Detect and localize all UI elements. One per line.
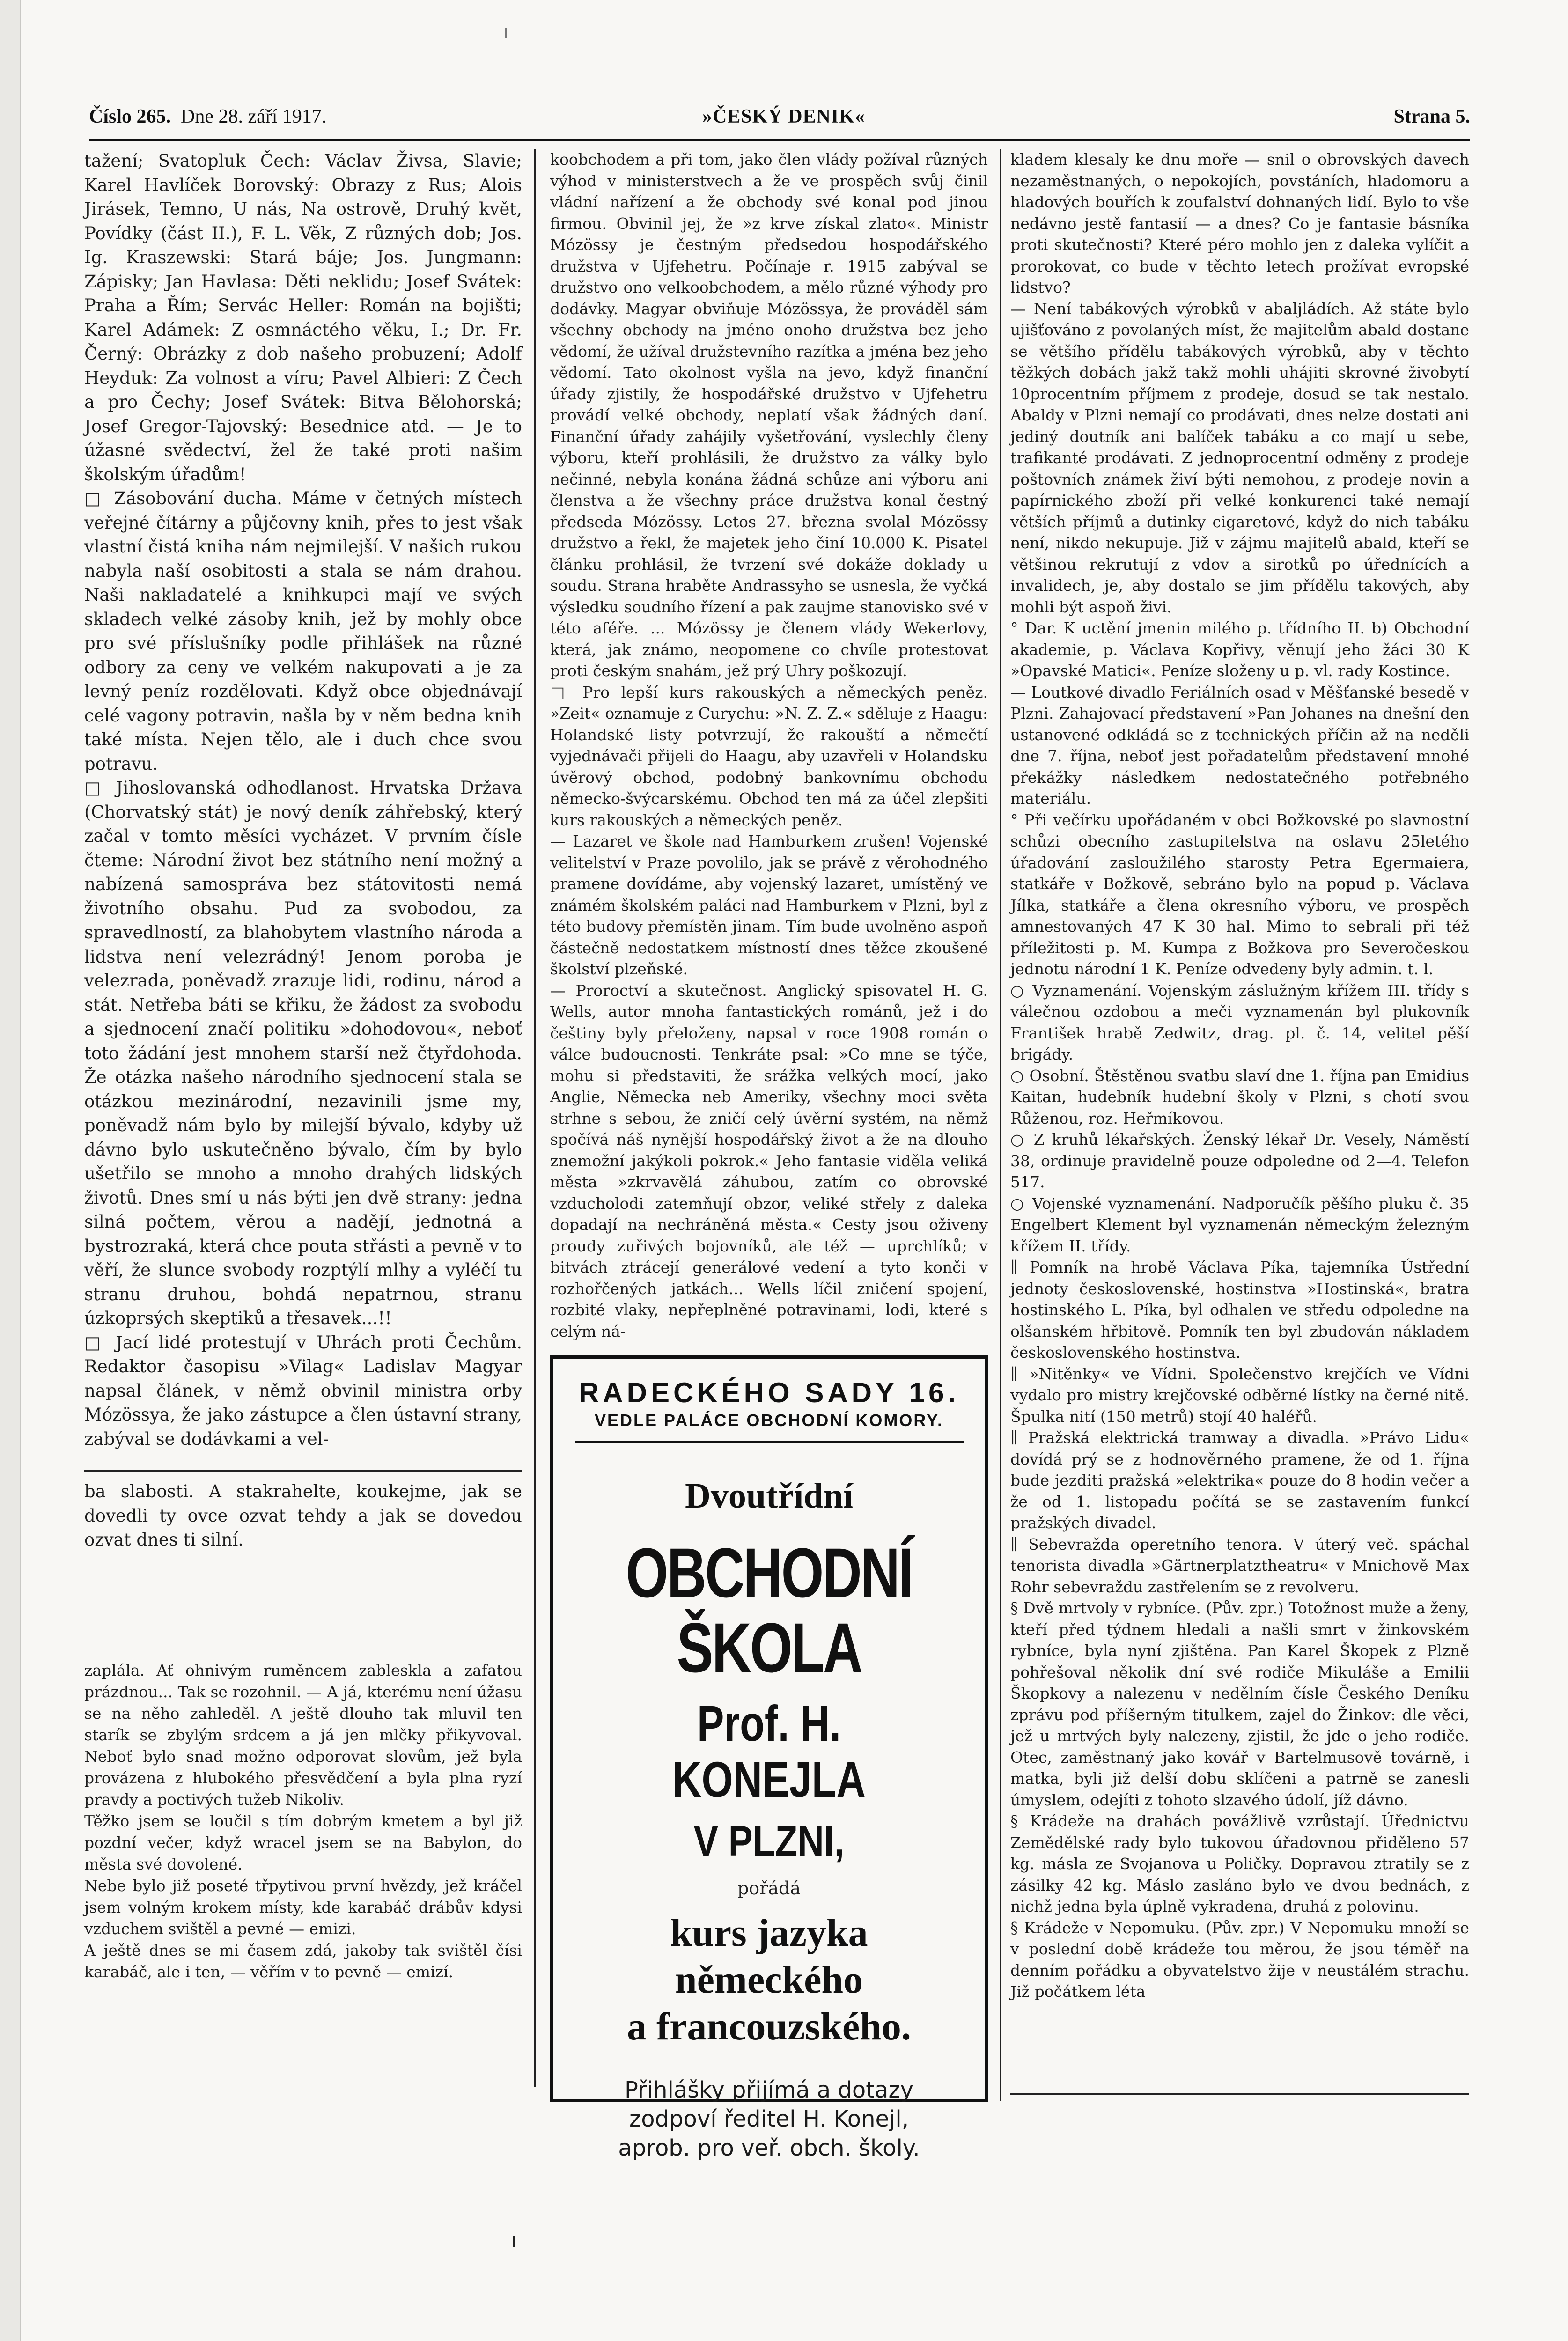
ad-course-line: a francouzského. [627,2005,911,2048]
article-text: tažení; Svatopluk Čech: Václav Živsa, Slavie; Karel Havlíček Borovský: Obrazy z Rus; Alois Jirásek, Temno, U nás, Na ostrově, Druhý květ, Povídky (část II.), F. L. Věk, Z různých dob; Jos. Ig. Kraszewski: Stará báje; Jos. Jungmann: Zápisky; Jan Havlasa: Děti neklidu; Josef Svátek: Praha a Řím; Servác Heller: Román na bojišti; Karel Adámek: Z osmnáctého věku, I.; Dr. Fr. Černý: Obrázky z dob našeho probuzení; Adolf Heyduk: Za volnost a víru; Pavel Albieri: Z Čech a pro Čechy; Josef Svátek: Bitva Bělohorská; Josef Gregor-Tajovský: Besednice atd. — Je to úžasné svědectví, žel že také proti našim školským úřadům! [84,151,522,485]
column-rule-2 [1000,149,1001,2101]
article-text: zaplála. Ať ohnivým ruměncem zableskla a zafatou prázdnou... Tak se rozohnil. — A já, kterému není úžasu se na něho zahleděl. A ještě dlouho tak mluvil ten starík se zbylým srdcem a já jen mlčky přikyvoval. Neboť bylo snad možno odporovat slovům, jež byla provázena z hlubokého přesvědčení a byla plna ryzí pravdy a poctivých tužeb Nikoliv. [84,1661,522,1809]
article-text: — Proroctví a skutečnost. Anglický spisovatel H. G. Wells, autor mnoha fantastických románů, jež i do češtiny byly přeloženy, napsal v roce 1908 román o válce budoucnosti. Tenkráte psal: »Co mne se týče, mohu si představiti, že srážka velkých mocí, jako Anglie, Německa neb Ameriky, všechny moci světa strhne s sebou, že zničí celý úvěrní systém, na němž spočívá náš nynější hospodářský život a že na dlouho znemožní jakýkoli pokrok.« Jeho fantasie viděla veliká města »zkrvavělá záhubou, zatím co obrovské vzducholodi zatemňují obzor, veliké střely z daleka dopadají na nechráněná města.« Cesty jsou oživeny proudy zuřivých bojovníků, ale též — uprchlíků; v bitvách ztrácejí generálové vedení a tyto konči v rozhořčených jatkách... Wells líčil zničení spojení, rozbité vlaky, nepřeplněné potravinami, lodi, které s celým ná- [550,981,988,1340]
article-text: koobchodem a při tom, jako člen vlády požíval různých výhod v ministerstvech a že ve prospěch svůj činil vládní nařízení a že obchody své konal pod jinou firmou. Obvinil jej, že »z krve získal zlato«. Ministr Mózössy je čestným předsedou hospodářského družstva v Ujfehetru. Počínaje r. 1915 zabýval se družstvo ono velkoobchodem, a mělo různé výhody pro dodávky. Magyar obviňuje Mózössya, že prováděl sám všechny obchody na jméno onoho družstva bez jeho vědomí, že užíval družstevního razítka a jména bez jeho vědomí. Tato okolnost vyšla na jevo, když finanční úřady zjistily, že hospodářské družstvo v Ujfehetru provádí velké obchody, neplatí však žádných daní. Finanční úřady zahájily vyšetřování, vyslechly členy výboru, kteří prohlásili, že družstvo za války bylo nečinné, nebyla konána žádná schůze ani výboru ani členstva a že všechny práce družstva konal čestný předseda Mózössy. Letos 27. března svolal Mózössy družstvo a řekl, že majetek jeho činí 10.000 K. Pisatel článku prohlásil, že tvrzení své dokáže doklady u soudu. Strana hraběte Andrassyho se usnesla, že vyčká výsledku soudního řízení a pak zaujme stanovisko své v této aféře. ... Mózössy je členem vlády Wekerlovy, která, jak známo, neopomene co chvíle protestovat proti českým snahám, jež prý Uhry poškozují. [550,150,988,680]
article-text: A ještě dnes se mi časem zdá, jakoby tak svištěl čísi karabáč, ale i ten, — věřím v to pevně — emizí. [84,1941,522,1981]
column-3 [1010,149,1469,2190]
article-text: § Krádeže na drahách povážlivě vzrůstají. Úřednictvu Zemědělské rady bylo tukovou úřadovnou přiděleno 57 kg. másla ze Svojanova u Poličky. Dopravou ztratily se z zásilky 42 kg. Máslo zasláno bylo ve dvou bednách, z nichž jedna byla úplně vykradena, druhá z polovinu. [1010,1812,1469,1915]
column-1-feuilleton [84,1660,522,2105]
article-text: ∥ »Nitěnky« ve Vídni. Společenstvo krejčích ve Vídni vydalo pro mistry krejčovské odběrné lístky na černé nitě. Špulka nití (150 metrů) stojí 40 haléřů. [1010,1364,1469,1426]
article-text: ° Při večírku upořádaném v obci Božkovské po slavnostní schůzi obecního zastupitelstva na oslavu 25letého úřadování zasloužilého starosty Petra Egermaiera, statkáře v Božkově, sebráno bylo na popud p. Václava Jílka, statkáře a člena okresního výboru, ve prospěch amnestovaných 47 K 30 hal. Mimo to sebrali při též příležitosti p. M. Kumpa z Božkova pro Severočeskou jednotu národní 1 K. Peníze odvedeny byly admin. t. l. [1010,810,1469,978]
issue-and-date [89,105,326,128]
article-text: — Loutkové divadlo Feriálních osad v Měšťanské besedě v Plzni. Zahajovací představení »Pan Johanes na dnešní den ustanovené odkládá se z technických příčin až na neděli dne 7. října, neboť jest pořadatelům představení mnohé překážky následkem nedostatečného potřebného materiálu. [1010,683,1469,808]
article-text: kladem klesaly ke dnu moře — snil o obrovských davech nezaměstnaných, o nepokojích, povstáních, hladomoru a hladových bouřích k zoufalství dohnaných lidí. Bylo to vše nedávno jestě fantasií — a dnes? Co je fantasie básníka proti skutečnosti? Které péro mohlo jen z daleka vylíčit a prorokovat, co bude v těchto letech prožívat evropské lidstvo? [1010,150,1469,296]
ad-course-line: německého [675,1958,863,2002]
ad-note [553,2076,985,2163]
article-text: ° Dar. K uctění jmenin milého p. třídního II. b) Obchodní akademie, p. Václava Kopřivy, věnují jeho žáci 30 K »Opavské Matici«. Peníze složeny u p. vl. rady Kostince. [1010,619,1469,680]
page-header [89,101,1470,133]
article-text: — Lazaret ve škole nad Hamburkem zrušen! Vojenské velitelství v Praze povolilo, jak se právě z věrohodného pramene dovídáme, aby vojenský lazaret, umístěný ve známém školském paláci nad Hamburkem v Plzni, byl z této budovy přemístěn jinam. Tím bude uvolněno aspoň částečně nedostatkem místností dnes těžce zkoušené školství plzeňské. [550,832,988,978]
footer-rule [1010,2093,1469,2095]
column-rule-1 [534,149,536,2087]
article-text: □ Pro lepší kurs rakouských a německých peněz. »Zeit« oznamuje z Curychu: »N. Z. Z.« sděluje z Haagu: Holandské listy potvrzují, že rakouští a němečtí vyjednávači přijeli do Haagu, aby uzavřeli v Holandsku úvěrový obchod, podobný bankovnímu obchodu německo-švýcarskému. Obchod ten má za účel zlepšiti kurs rakouských a německých peněz. [550,683,988,829]
article-text: § Dvě mrtvoly v rybníce. (Pův. zpr.) Totožnost muže a ženy, kteří před týdnem hledali a našli smrt v žinkovském rybníce, byla nyní zjištěna. Pan Karel Škopek z Plzně pohřešoval několik dní své rodiče Mikuláše a Emilii Škopkovy a nalezenu v nedělním čísle Českého Deníku zprávu pod příšerným titulkem, zajel do Žinkov: dle věci, jež u mrtvých byly nalezeny, zjistil, že jde o jeho rodiče. Otec, zaměstnaný jako kovář v Bartelmusově továrně, i matka, byli již delší dobu sklíčeni a patrně se zanesli úmyslem, odejíti z tohoto slzavého údolí, jíž dávno. [1010,1599,1469,1809]
section-rule [84,1470,522,1472]
ad-city: V PLZNI, [693,1818,845,1865]
ad-organizes: pořádá [737,1878,801,1899]
page-number: Strana 5. [1393,106,1470,127]
ad-course-line: kurs jazyka [670,1911,868,1955]
article-text: ∥ Sebevražda operetního tenora. V úterý več. spáchal tenorista divadla »Gärtnerplatztheatru« v Mnichově Max Rohr sebevraždu zastřelením se z revolveru. [1010,1535,1469,1596]
article-text: Těžko jsem se loučil s tím dobrým kmetem a byl již pozdní večer, když wracel jsem se na Babylon, do města své dovolené. [84,1812,522,1873]
newspaper-title: »ČESKÝ DENIK« [702,106,865,127]
ad-address-sub: VEDLE PALÁCE OBCHODNÍ KOMORY. [594,1411,944,1430]
article-text: ○ Vyznamenání. Vojenským záslužným křížem III. třídy s válečnou ozdobou a meči vyznamenán byl plukovník František hrabě Zedwitz, drag. pl. č. 14, velitel pěší brigády. [1010,981,1469,1063]
article-text: ○ Osobní. Štěstěnou svatbu slaví dne 1. října pan Emidius Kaitan, hudebník hudební školy v Plzni, s chotí svou Růženou, roz. Heřmíkovou. [1010,1066,1469,1127]
print-mark [513,2236,515,2247]
article-text: □ Jihoslovanská odhodlanost. Hrvatska Država (Chorvatský stát) je nový deník záhřebský, který začal v tomto měsíci vycházet. V prvním čísle čteme: Národní život bez státního není možný a nabízená samospráva bez státovitosti nemá životního obsahu. Pud za svobodou, za spravedlností, za blahobytem vlastního národa a lidstva není velezrádný! Jenom poroba je velezrada, poněvadž zrazuje lidi, rodinu, národ a stát. Netřeba báti se křiku, že žádost za svobodu a sjednocení značí politiku »dohodovou«, neboť toto žádání jest mnohem starší než čtyřdohoda. Že otázka našeho národního sjednocení stala se otázkou mezinárodní, nezavinili jsme my, poněvadž nám bylo by milejší bývalo, kdyby už dávno bylo uskutečněno bývalo, čím by bylo ušetřilo se mnoho a mnoho drahých lidských životů. Dnes smí u nás býti jen dvě strany: jedna silná počtem, věrou a nadějí, jednotná a bystrozraká, která chce pouta střásti a pevně v to věří, že slunce svobody rozptýlí mlhy a vyléčí tu stranu druhou, bohdá nepatrnou, stranu úzkoprsých skeptiků a třesavek...!! [84,778,522,1328]
ad-note-line: aprob. pro veř. obch. školy. [618,2135,920,2161]
ad-note-line: zodpoví ředitel H. Konejl, [629,2106,909,2132]
ad-school-name: OBCHODNÍ ŠKOLA [626,1533,913,1687]
header-rule [89,139,1470,141]
school-advertisement [550,1355,988,2161]
article-text: □ Jací lidé protestují v Uhrách proti Čechům. Redaktor časopisu »Vilag« Ladislav Magyar napsal článek, v němž obvinil ministra orby Mózössya, že jako zástupce a člen ústavní strany, zabýval se dodávkami a vel- [84,1332,522,1449]
print-mark [505,28,507,38]
article-text: ○ Vojenské vyznamenání. Nadporučík pěšího pluku č. 35 Engelbert Klement byl vyznamenán německým železným křížem II. třídy. [1010,1194,1469,1255]
article-text: — Není tabákových výrobků v abaljládích. Až státe bylo ujišťováno z povolaných míst, že majitelům abald dostane se většího přídělu tabákových výrobků, aby v těchto těžkých dobách jakž takž mohli uhájiti skrovné živobytí 10procentním příjmem z prodeje, dosud se tak nestalo. Abaldy v Plzni nemají co prodávati, dnes nelze dostati ani jediný doutník ani balíček tabáku a co mají u sebe, trafikanté prodávati. Z jednoprocentní odměny z prodeje poštovních známek živí býti nemohou, z prodeje novin a papírnického zboží při velké konkurenci také nemají větších příjmů a dutinky cigaretové, když do nich tabáku není, nikdo nekupuje. Již v zájmu majitelů abald, kteří se většinou rekrutují z vdov a sirotků po úřednících a invalidech, je, aby dostalo se jim přídělu takových, aby mohli být aspoň živi. [1010,299,1469,616]
column-1 [84,149,522,1449]
ad-course [553,1910,985,2050]
article-text: ∥ Pomník na hrobě Václava Píka, tajemníka Ústřední jednoty československé, hostinstva »Hostinská«, bratra hostinského L. Píka, byl odhalen ve středu odpoledne na olšanském hřbitově. Pomník ten byl zbudován nákladem československého hostinstva. [1010,1258,1469,1362]
issue-date: Dne 28. září 1917. [181,106,327,127]
ad-address: RADECKÉHO SADY 16. [578,1377,960,1408]
adjacent-page-edge [0,0,21,2341]
article-text: ○ Z kruhů lékařských. Ženský lékař Dr. Vesely, Náměstí 38, ordinuje pravidelně pouze odpoledne od 2—4. Telefon 517. [1010,1130,1469,1191]
ad-note-line: Přihlášky přijímá a dotazy [624,2077,914,2103]
issue-number: Číslo 265. [89,106,171,127]
article-text: ba slabosti. A stakrahelte, koukejme, jak se dovedli ty ovce ozvat tehdy a jak se dovedou ozvat dnes ti silní. [84,1481,522,1550]
column-1-continuation [84,1480,522,1550]
article-text: ∥ Pražská elektrická tramway a divadla. »Právo Lidu« dovídá prý se z hodnověrného pramene, že od 1. října bude jezditi pražská »elektrika« pouze do 8 hodin večer a že od 1. listopadu počítá se se zastavením funkcí pražských divadel. [1010,1428,1469,1532]
article-text: Nebe bylo již poseté třpytivou první hvězdy, jež kráčel jsem volným krokem místy, kde karabáč drábův kdysi vzduchem svištěl a pevné — emizi. [84,1877,522,1938]
article-text: § Krádeže v Nepomuku. (Pův. zpr.) V Nepomuku množí se v poslední době krádeže tou měrou, že jsou téměř na denním pořádku a obyvatelstvo žije v neustálém strachu. Již počátkem léta [1010,1918,1469,2001]
article-text: □ Zásobování ducha. Máme v četných místech veřejné čítárny a půjčovny knih, přes to jest však vlastní čistá kniha nám nejmilejší. V našich rukou nabyla naší osobitosti a stala se nám drahou. Naši nakladatelé a knihkupci mají ve svých skladech velké zásoby knih, jež by mohly obce pro své příslušníky podle přihlášek na různé odbory za ceny ve velkém nakupovati a je za levný peníz rozdělovati. Když obce objednávají celé vagony potravin, našla by v něm bedna knih také místa. Nejen tělo, ale i duch chce svou potravu. [84,488,522,774]
column-2 [550,149,988,1340]
ad-owner: Prof. H. KONEJLA [672,1695,866,1808]
ad-school-kind: Dvoutřídní [685,1476,853,1516]
ad-rule [575,1441,964,1443]
